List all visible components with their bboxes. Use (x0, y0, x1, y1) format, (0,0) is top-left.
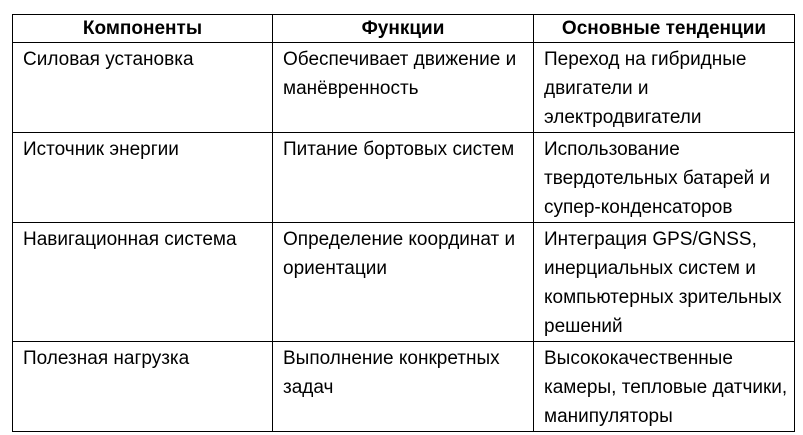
header-row (13, 15, 795, 43)
cell-trend: Высококачественные камеры, тепловые датчики, манипуляторы (534, 342, 795, 432)
header-trends: Основные тенденции (534, 15, 795, 43)
cell-function: Выполнение конкретных задач (273, 342, 534, 432)
cell-function: Питание бортовых систем (273, 133, 534, 223)
table-row (13, 342, 795, 432)
cell-component: Полезная нагрузка (13, 342, 273, 432)
cell-function: Обеспечивает движение и манёвренность (273, 43, 534, 133)
cell-component: Силовая установка (13, 43, 273, 133)
table-row (13, 133, 795, 223)
cell-trend: Использование твердотельных батарей и супер-конденсаторов (534, 133, 795, 223)
cell-component: Навигационная система (13, 223, 273, 342)
header-functions: Функции (273, 15, 534, 43)
cell-trend: Интеграция GPS/GNSS, инерциальных систем и компьютерных зрительных решений (534, 223, 795, 342)
table-row (13, 43, 795, 133)
table-row (13, 223, 795, 342)
components-table (12, 14, 795, 432)
cell-trend: Переход на гибридные двигатели и электродвигатели (534, 43, 795, 133)
header-components: Компоненты (13, 15, 273, 43)
cell-component: Источник энергии (13, 133, 273, 223)
cell-function: Определение координат и ориентации (273, 223, 534, 342)
